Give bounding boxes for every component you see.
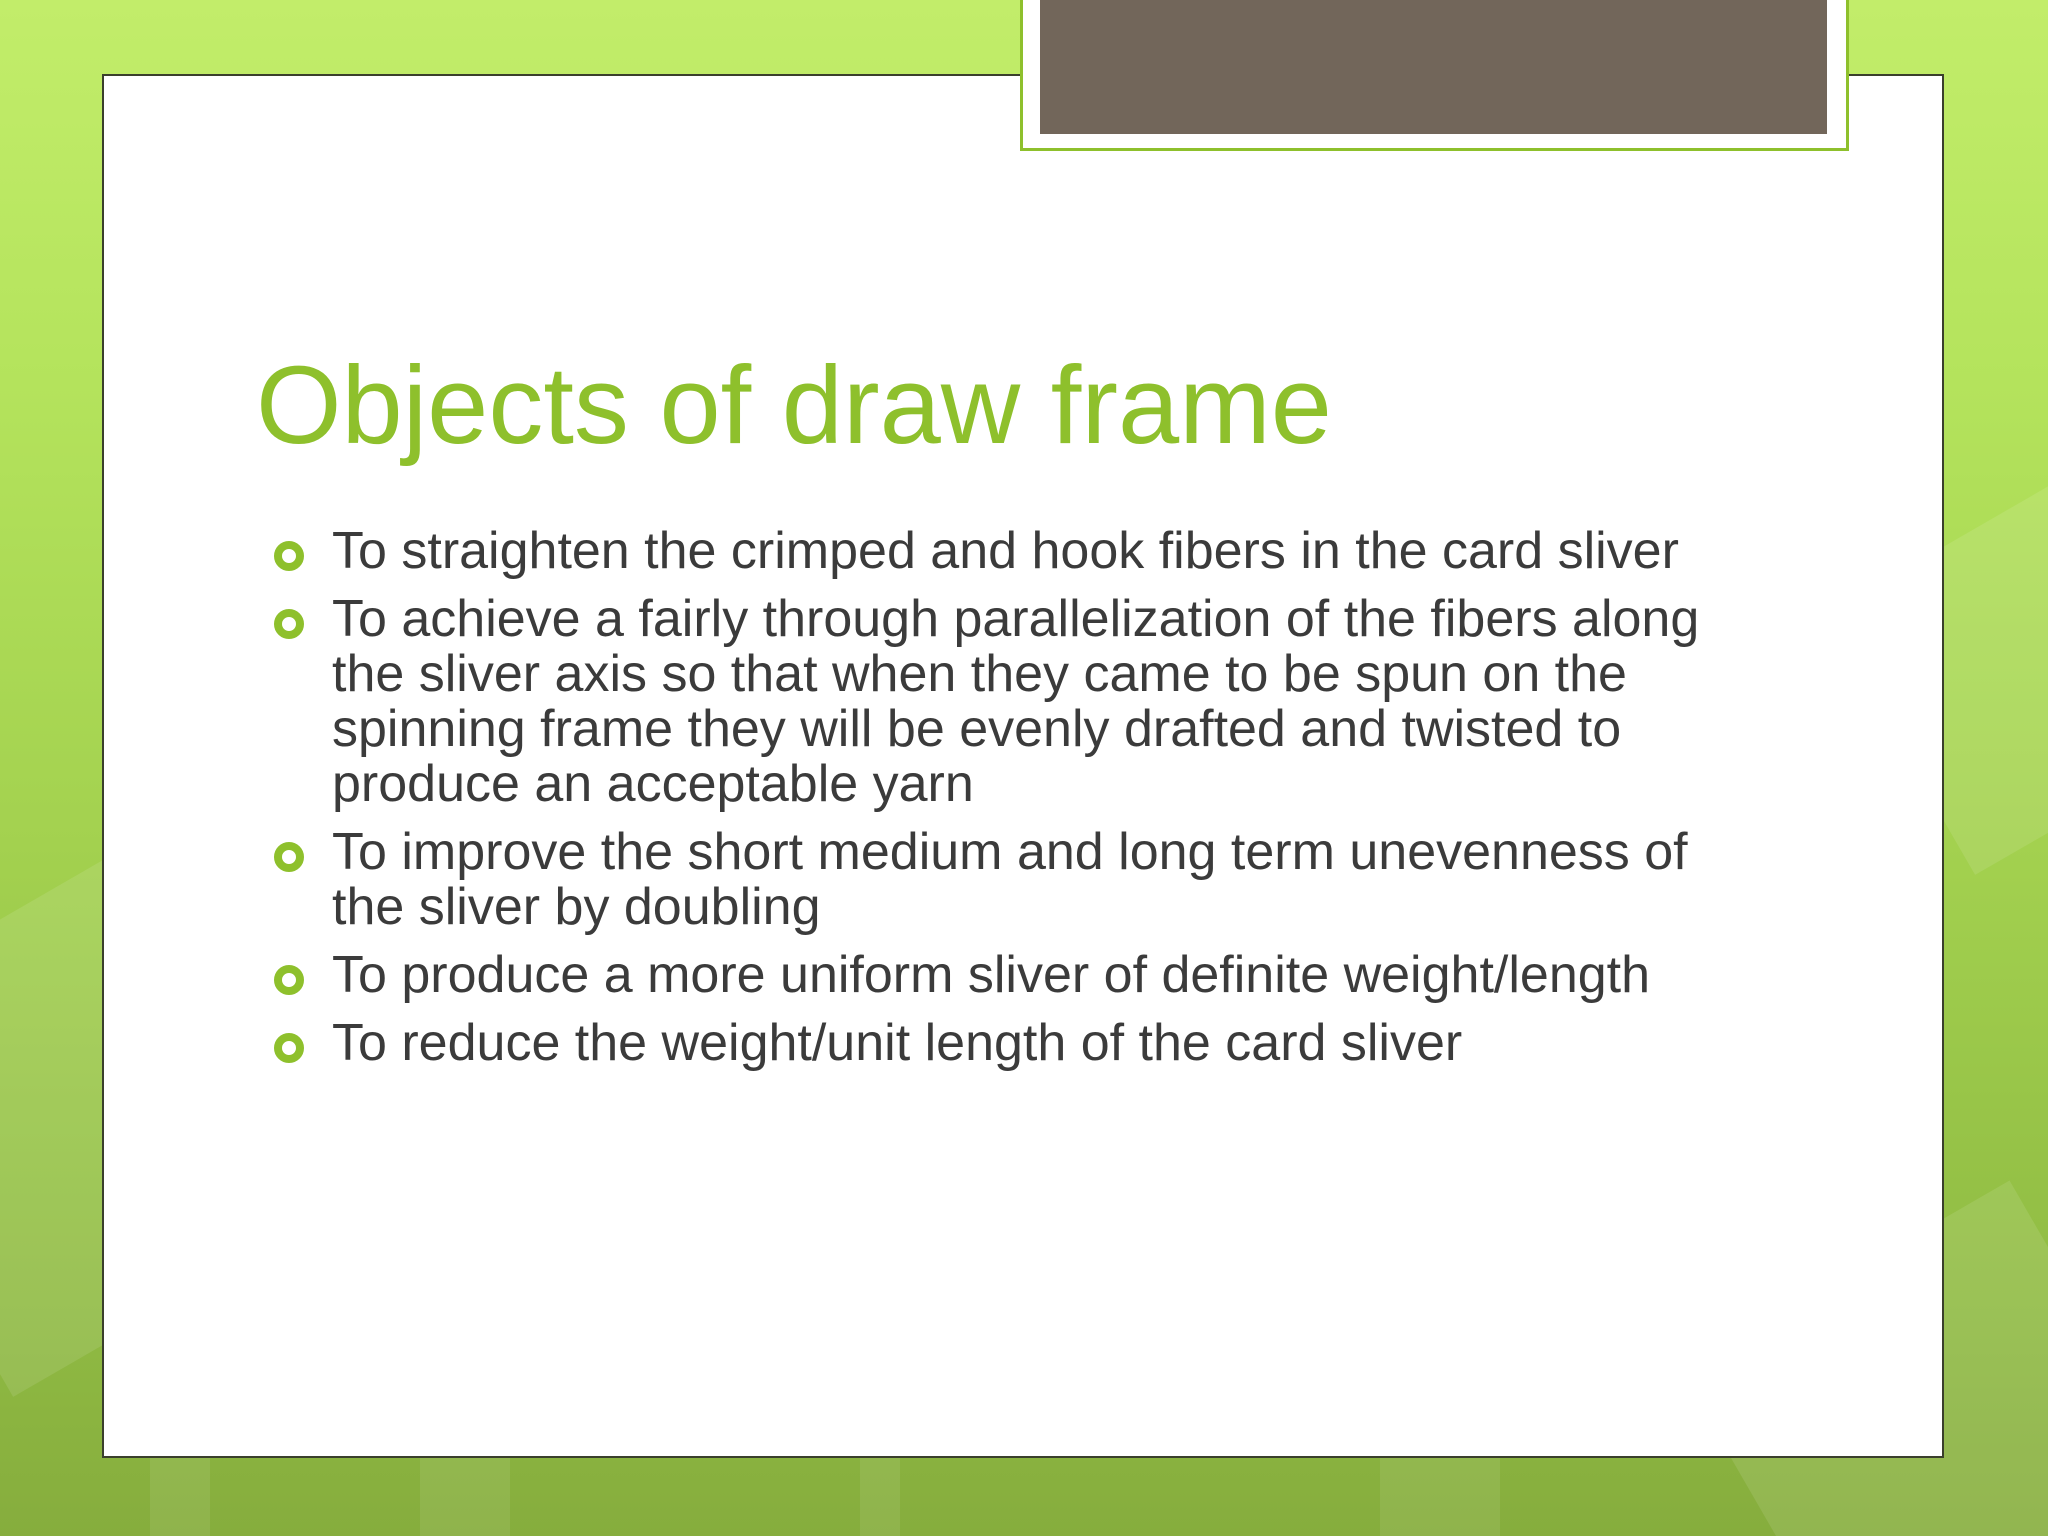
slide-title: Objects of draw frame [256, 344, 1332, 467]
bullet-item [270, 1016, 1750, 1071]
bullet-item [270, 825, 1750, 935]
bullet-text: To produce a more uniform sliver of definite weight/length [332, 946, 1651, 1004]
ring-bullet-icon [274, 609, 304, 639]
ring-bullet-icon [274, 965, 304, 995]
bullet-item [270, 948, 1750, 1003]
bullet-item [270, 592, 1750, 812]
bullet-text: To straighten the crimped and hook fibers in the card sliver [332, 522, 1679, 580]
background-stripe [420, 1458, 510, 1536]
ring-bullet-icon [274, 842, 304, 872]
bullet-item [270, 524, 1750, 579]
bullet-text: To improve the short medium and long term unevenness of the sliver by doubling [332, 823, 1688, 936]
background-stripe [150, 1458, 210, 1536]
background-stripe [1380, 1458, 1500, 1536]
background-stripe [860, 1458, 900, 1536]
ring-bullet-icon [274, 541, 304, 571]
bullet-text: To reduce the weight/unit length of the card sliver [332, 1014, 1463, 1072]
bullet-list [270, 524, 1750, 1084]
decorative-tab-block [1040, 0, 1827, 134]
ring-bullet-icon [274, 1033, 304, 1063]
bullet-text: To achieve a fairly through parallelization of the fibers along the sliver axis so that when they came to be spun on the spinning frame they will be evenly drafted and twisted to produce an acceptable yarn [332, 590, 1700, 813]
